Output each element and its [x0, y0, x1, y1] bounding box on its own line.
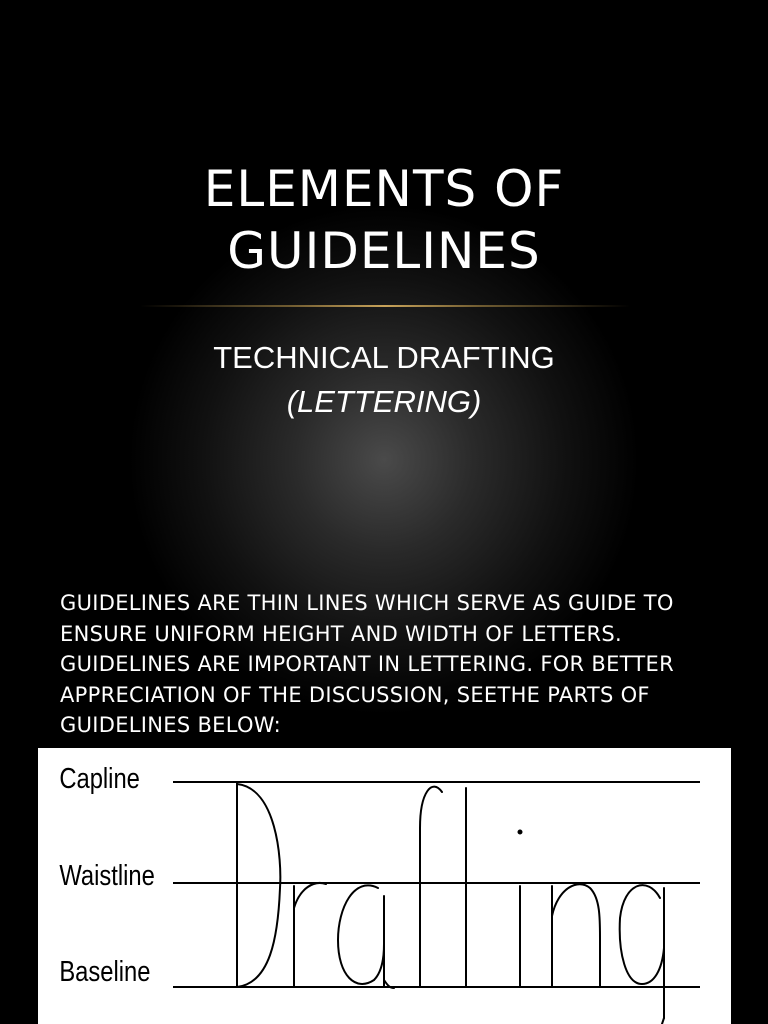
slide-subtitle — [0, 336, 768, 424]
waistline-label: Waistline — [59, 858, 155, 892]
title-divider — [140, 305, 630, 307]
slide-title — [0, 158, 768, 282]
title-line-1: ELEMENTS OF — [203, 160, 565, 218]
capline-label: Capline — [59, 761, 140, 795]
baseline-label: Baseline — [59, 954, 151, 988]
guidelines-diagram — [38, 748, 731, 1024]
subtitle-line-1: TECHNICAL DRAFTING — [213, 340, 555, 375]
subtitle-line-2: (LETTERING) — [286, 384, 482, 419]
body-paragraph: GUIDELINES ARE THIN LINES WHICH SERVE AS GUIDE TO ENSURE UNIFORM HEIGHT AND WIDTH OF LETTERS. GUIDELINES ARE IMPORTANT IN LETTERING. FOR BETTER APPRECIATION OF THE DISCUSSION, SEETHE PARTS OF GUIDELINES BELOW: — [60, 591, 675, 737]
title-line-2: GUIDELINES — [227, 222, 541, 280]
guidelines-figure — [38, 748, 731, 1024]
